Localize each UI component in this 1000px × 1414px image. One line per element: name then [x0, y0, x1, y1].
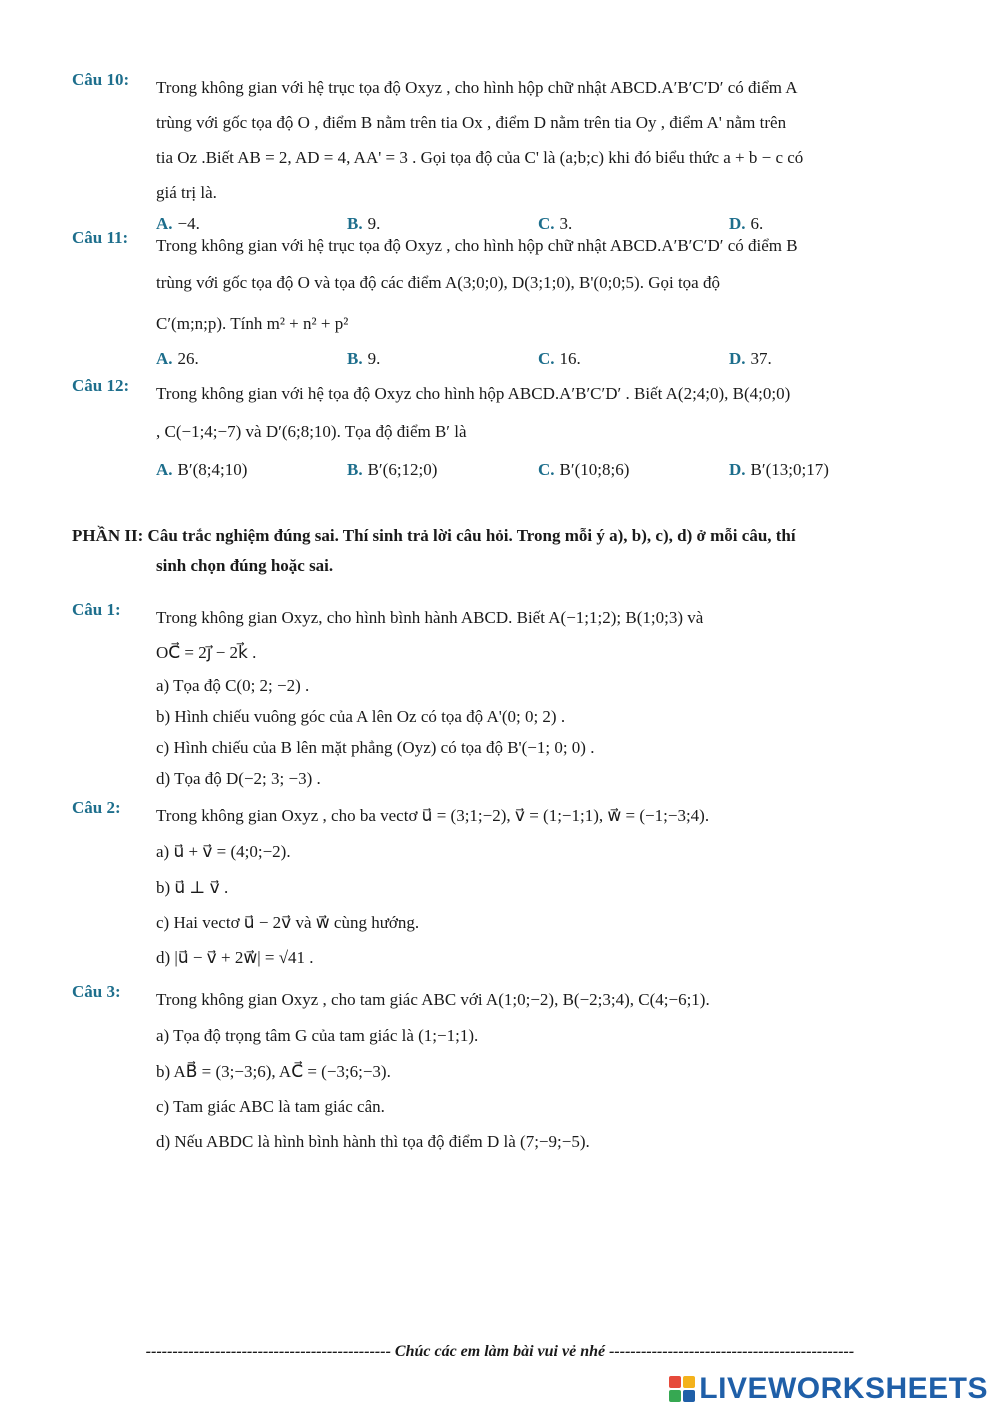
- option-key: B.: [347, 214, 363, 233]
- question-10: [72, 70, 930, 238]
- stem-line: tia Oz .Biết AB = 2, AD = 4, AA' = 3 . Gọi tọa độ của C' là (a;b;c) khi đó biểu thức a + b − c có: [156, 148, 804, 167]
- statement-a[interactable]: a) Tọa độ C(0; 2; −2) .: [156, 676, 310, 695]
- option-b[interactable]: [347, 460, 538, 480]
- part2-question-1: [72, 600, 930, 794]
- statement-c[interactable]: c) Hai vectơ u⃗ − 2v⃗ và w⃗ cùng hướng.: [156, 913, 420, 932]
- stem-line: trùng với gốc tọa độ O và tọa độ các điểm A(3;0;0), D(3;1;0), B'(0;0;5). Gọi tọa độ: [156, 273, 720, 292]
- option-key: D.: [729, 214, 746, 233]
- question-stem: [156, 376, 930, 452]
- question-11: [72, 228, 930, 373]
- option-text: 16.: [559, 349, 581, 368]
- option-key: C.: [538, 460, 555, 479]
- question-stem: [156, 70, 930, 210]
- stem-line: Trong không gian với hệ trục tọa độ Oxyz , cho hình hộp chữ nhật ABCD.A′B′C′D′ có điểm B: [156, 236, 798, 255]
- option-c[interactable]: [538, 460, 729, 480]
- logo-text: LIVEWORKSHEETS: [699, 1372, 988, 1405]
- stem-line: Trong không gian với hệ trục tọa độ Oxyz , cho hình hộp chữ nhật ABCD.A′B′C′D′ có điểm A: [156, 78, 798, 97]
- stem-line: giá trị là.: [156, 183, 217, 202]
- option-key: B.: [347, 349, 363, 368]
- question-12: [72, 376, 930, 488]
- part2-question-3: [72, 982, 930, 1160]
- option-a[interactable]: [156, 460, 347, 480]
- question-stem: [156, 798, 930, 834]
- stem-line: Trong không gian Oxyz , cho tam giác ABC với A(1;0;−2), B(−2;3;4), C(4;−6;1).: [156, 990, 710, 1009]
- stem-line: trùng với gốc tọa độ O , điểm B nằm trên tia Ox , điểm D nằm trên tia Oy , điểm A' nằm trên: [156, 113, 787, 132]
- option-key: C.: [538, 349, 555, 368]
- option-text: B′(8;4;10): [177, 460, 248, 479]
- option-text: B′(6;12;0): [367, 460, 438, 479]
- option-a[interactable]: [156, 349, 347, 369]
- question-label: Câu 3:: [72, 982, 121, 1001]
- option-d[interactable]: [729, 349, 920, 369]
- option-text: 9.: [367, 214, 381, 233]
- option-text: 3.: [559, 214, 573, 233]
- answer-options: [156, 452, 930, 488]
- option-key: A.: [156, 460, 173, 479]
- option-key: B.: [347, 460, 363, 479]
- option-text: 9.: [367, 349, 381, 368]
- stem-line: , C(−1;4;−7) và D′(6;8;10). Tọa độ điểm B′ là: [156, 422, 467, 441]
- stem-line: Trong không gian Oxyz, cho hình bình hành ABCD. Biết A(−1;1;2); B(1;0;3) và: [156, 608, 704, 627]
- option-text: 6.: [750, 214, 764, 233]
- option-text: 37.: [750, 349, 772, 368]
- question-label: Câu 11:: [72, 228, 129, 247]
- stem-line: C′(m;n;p). Tính m² + n² + p²: [156, 314, 349, 333]
- option-d[interactable]: [729, 460, 920, 480]
- option-key: A.: [156, 214, 173, 233]
- option-key: C.: [538, 214, 555, 233]
- option-key: D.: [729, 460, 746, 479]
- option-key: A.: [156, 349, 173, 368]
- option-text: B′(13;0;17): [750, 460, 829, 479]
- option-text: B′(10;8;6): [559, 460, 630, 479]
- question-stem: [156, 600, 930, 670]
- stem-line: OC⃗ = 2j⃗ − 2k⃗ .: [156, 643, 257, 662]
- statement-d[interactable]: d) |u⃗ − v⃗ + 2w⃗| = √41 .: [156, 948, 314, 967]
- question-label: Câu 10:: [72, 70, 130, 89]
- statement-b[interactable]: b) Hình chiếu vuông góc của A lên Oz có tọa độ A'(0; 0; 2) .: [156, 707, 566, 726]
- statement-c[interactable]: c) Hình chiếu của B lên mặt phẳng (Oyz) có tọa độ B'(−1; 0; 0) .: [156, 738, 595, 757]
- part-2-line: PHẦN II: Câu trắc nghiệm đúng sai. Thí sinh trả lời câu hỏi. Trong mỗi ý a), b), c), d) ở mỗi câu, thí: [72, 526, 796, 545]
- part2-question-2: [72, 798, 930, 976]
- part-2-heading: [72, 521, 932, 581]
- statement-a[interactable]: a) u⃗ + v⃗ = (4;0;−2).: [156, 842, 291, 861]
- stem-line: Trong không gian Oxyz , cho ba vectơ u⃗ = (3;1;−2), v⃗ = (1;−1;1), w⃗ = (−1;−3;4).: [156, 806, 710, 825]
- statement-c[interactable]: c) Tam giác ABC là tam giác cân.: [156, 1097, 385, 1116]
- liveworksheets-logo-icon: [669, 1376, 695, 1402]
- question-label: Câu 1:: [72, 600, 121, 619]
- answer-options: [156, 345, 930, 373]
- question-stem: [156, 228, 930, 345]
- statement-b[interactable]: b) AB⃗ = (3;−3;6), AC⃗ = (−3;6;−3).: [156, 1062, 391, 1081]
- question-label: Câu 2:: [72, 798, 121, 817]
- option-key: D.: [729, 349, 746, 368]
- option-c[interactable]: [538, 349, 729, 369]
- question-label: Câu 12:: [72, 376, 130, 395]
- statement-d[interactable]: d) Nếu ABDC là hình bình hành thì tọa độ điểm D là (7;−9;−5).: [156, 1132, 590, 1151]
- statement-b[interactable]: b) u⃗ ⊥ v⃗ .: [156, 878, 229, 897]
- footer-message: ---------------------------------------------- Chúc các em làm bài vui vẻ nhé ----------------------------------------------: [145, 1343, 855, 1360]
- liveworksheets-logo: [669, 1372, 988, 1406]
- option-b[interactable]: [347, 349, 538, 369]
- stem-line: Trong không gian với hệ tọa độ Oxyz cho hình hộp ABCD.A′B′C′D′ . Biết A(2;4;0), B(4;0;0): [156, 384, 791, 403]
- part-2-line: sinh chọn đúng hoặc sai.: [156, 556, 334, 575]
- statement-d[interactable]: d) Tọa độ D(−2; 3; −3) .: [156, 769, 321, 788]
- option-text: −4.: [177, 214, 200, 233]
- option-text: 26.: [177, 349, 199, 368]
- statement-a[interactable]: a) Tọa độ trọng tâm G của tam giác là (1;−1;1).: [156, 1026, 479, 1045]
- question-stem: [156, 982, 930, 1018]
